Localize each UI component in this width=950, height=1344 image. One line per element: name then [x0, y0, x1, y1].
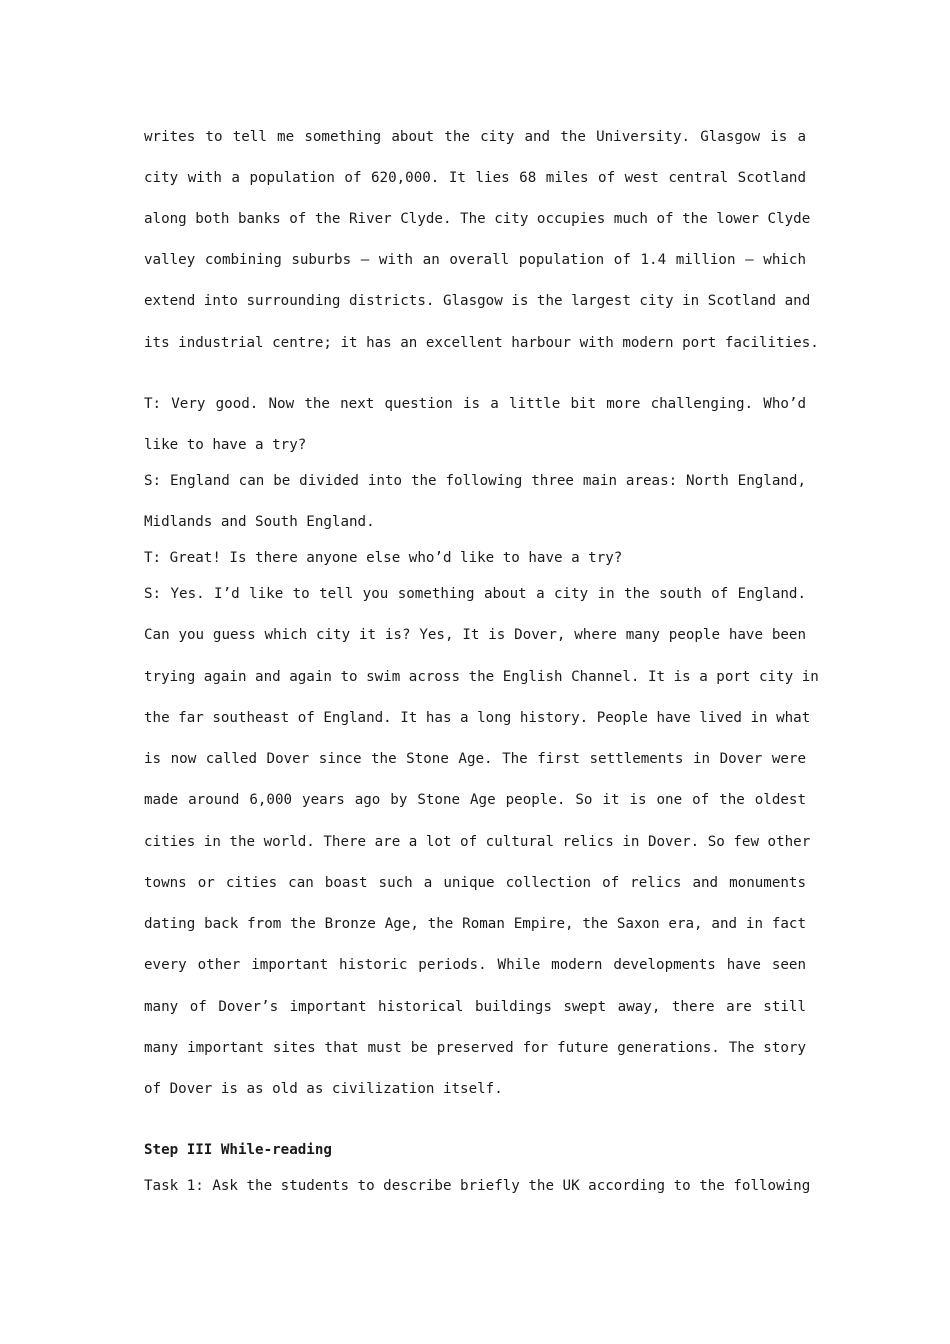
text-line: trying again and again to swim across the English Channel. It is a port city in: [144, 669, 819, 685]
text-line: every other important historic periods. While modern developments have seen: [144, 957, 806, 973]
text-line: is now called Dover since the Stone Age. The first settlements in Dover were: [144, 751, 806, 767]
text-line: many of Dover’s important historical buildings swept away, there are still: [144, 999, 806, 1015]
dialogue-line: like to have a try?: [144, 437, 307, 453]
text-line: its industrial centre; it has an excellent harbour with modern port facilities.: [144, 335, 819, 351]
text-line: extend into surrounding districts. Glasgow is the largest city in Scotland and: [144, 293, 811, 309]
text-line: many important sites that must be preserved for future generations. The story: [144, 1040, 806, 1056]
dialogue-line: T: Great! Is there anyone else who’d like to have a try?: [144, 550, 623, 566]
text-line: writes to tell me something about the city and the University. Glasgow is a: [144, 129, 806, 145]
text-line: valley combining suburbs — with an overall population of 1.4 million — which: [144, 252, 806, 268]
dialogue-line: S: Yes. I’d like to tell you something about a city in the south of England.: [144, 586, 806, 602]
text-line: along both banks of the River Clyde. The city occupies much of the lower Clyde: [144, 211, 811, 227]
text-line: of Dover is as old as civilization itself.: [144, 1081, 503, 1097]
dialogue-line: S: England can be divided into the following three main areas: North England,: [144, 473, 806, 489]
text-line: city with a population of 620,000. It lies 68 miles of west central Scotland: [144, 170, 806, 186]
dialogue-line: Midlands and South England.: [144, 514, 375, 530]
text-line: the far southeast of England. It has a long history. People have lived in what: [144, 710, 811, 726]
task-line: Task 1: Ask the students to describe briefly the UK according to the following: [144, 1178, 811, 1194]
text-line: made around 6,000 years ago by Stone Age people. So it is one of the oldest: [144, 792, 806, 808]
text-line: dating back from the Bronze Age, the Roman Empire, the Saxon era, and in fact: [144, 916, 806, 932]
section-heading: Step III While-reading: [144, 1142, 332, 1158]
text-line: Can you guess which city it is? Yes, It is Dover, where many people have been: [144, 627, 806, 643]
text-line: towns or cities can boast such a unique collection of relics and monuments: [144, 875, 806, 891]
text-line: cities in the world. There are a lot of cultural relics in Dover. So few other: [144, 834, 811, 850]
dialogue-line: T: Very good. Now the next question is a little bit more challenging. Who’d: [144, 396, 806, 412]
